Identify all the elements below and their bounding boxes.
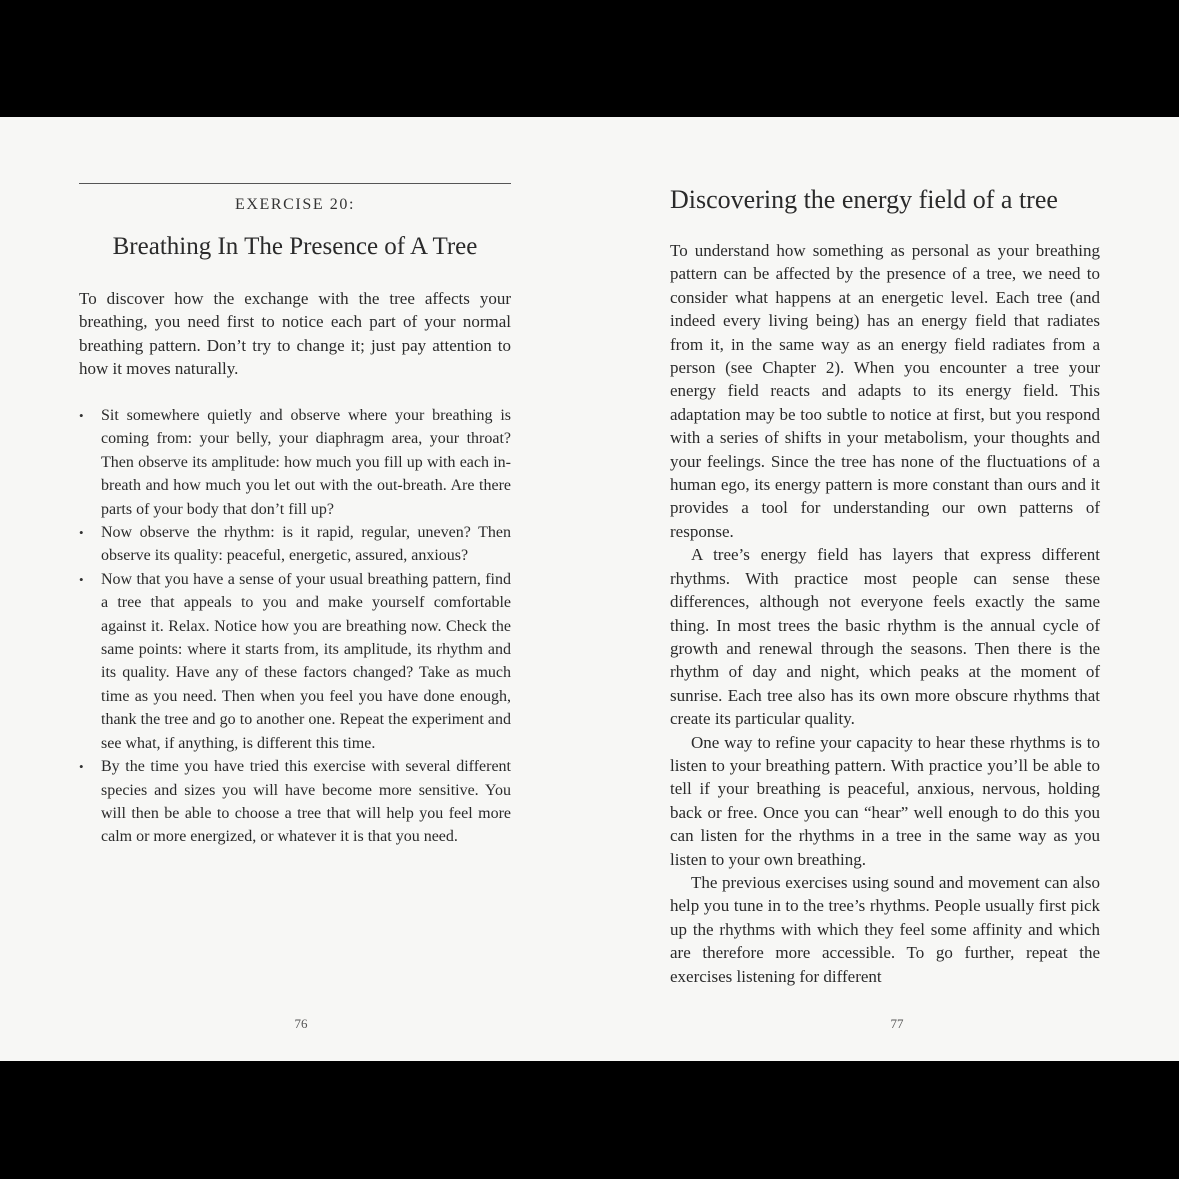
intro-paragraph: To discover how the exchange with the tree affects your breathing, you need first to notice each part of your normal breathing pattern. Don’t try to change it; just pay attention to how it moves naturally. <box>79 289 511 379</box>
bullet-icon: • <box>79 408 84 423</box>
list-item-text: Sit somewhere quietly and observe where your breathing is coming from: your belly, your diaphragm area, your throat? Then observe its amplitude: how much you fill up with each in-breath and how much you let out with the out-breath. Are there parts of your body that don’t fill up? <box>101 407 511 518</box>
exercise-title: Breathing In The Presence of A Tree <box>112 233 478 260</box>
page-number: 77 <box>890 1016 904 1031</box>
exercise-steps-list <box>79 404 511 849</box>
bullet-icon: • <box>79 571 84 587</box>
list-item <box>79 755 511 849</box>
page-number: 76 <box>294 1016 308 1031</box>
body-text <box>670 239 1100 988</box>
bullet-icon: • <box>79 759 84 775</box>
right-page <box>590 117 1179 1061</box>
body-paragraph: To understand how something as personal as your breathing pattern can be affected by the presence of a tree, we need to consider what happens at an energetic level. Each tree (and indeed every living being) has an energy field that radiates from it, in the same way as an energy field radiates from a person (see Chapter 2). When you encounter a tree your energy field reacts and adapts to its energy field. This adaptation may be too subtle to notice at first, but you respond with a series of shifts in your metabolism, your thoughts and your feelings. Since the tree has none of the fluctuations of a human ego, its energy pattern is more constant than ours and it provides a tool for understanding our own patterns of response. <box>670 241 1100 541</box>
bullet-icon: • <box>79 525 84 541</box>
body-paragraph: A tree’s energy field has layers that express different rhythms. With practice most people can sense these differences, although not everyone feels exactly the same thing. In most trees the basic rhythm is the annual cycle of growth and renewal through the seasons. Then there is the rhythm of day and night, which peaks at the moment of sunrise. Each tree also has its own more obscure rhythms that create its particular quality. <box>670 545 1100 729</box>
list-item-text: Now observe the rhythm: is it rapid, regular, uneven? Then observe its quality: peaceful, energetic, assured, anxious? <box>101 524 511 565</box>
book-spread <box>0 117 1179 1061</box>
list-item <box>79 404 511 521</box>
section-title: Discovering the energy field of a tree <box>670 185 1058 214</box>
body-paragraph: The previous exercises using sound and movement can also help you tune in to the tree’s rhythms. People usually first pick up the rhythms with which they feel some affinity and which are therefore more accessible. To go further, repeat the exercises listening for different <box>670 872 1100 986</box>
header-rule <box>79 183 511 184</box>
list-item <box>79 521 511 568</box>
list-item-text: Now that you have a sense of your usual breathing pattern, find a tree that appeals to you and make yourself comfortable against it. Relax. Notice how you are breathing now. Check the same points: where it starts from, its amplitude, its rhythm and its quality. Have any of these factors changed? Take as much time as you need. Then when you feel you have done enough, thank the tree and go to another one. Repeat the experiment and see what, if anything, is different this time. <box>101 570 511 752</box>
left-page <box>0 117 590 1061</box>
body-paragraph: One way to refine your capacity to hear these rhythms is to listen to your breathing pattern. With practice you’ll be able to tell if your breathing is peaceful, anxious, nervous, holding back or free. Once you can “hear” well enough to do this you can listen for the rhythms in a tree in the same way as you listen to your own breathing. <box>670 732 1100 869</box>
list-item <box>79 568 511 755</box>
exercise-label: EXERCISE 20: <box>234 196 356 213</box>
list-item-text: By the time you have tried this exercise with several different species and sizes you will have become more sensitive. You will then be able to choose a tree that will help you feel more calm or more energized, or whatever it is that you need. <box>101 758 511 846</box>
